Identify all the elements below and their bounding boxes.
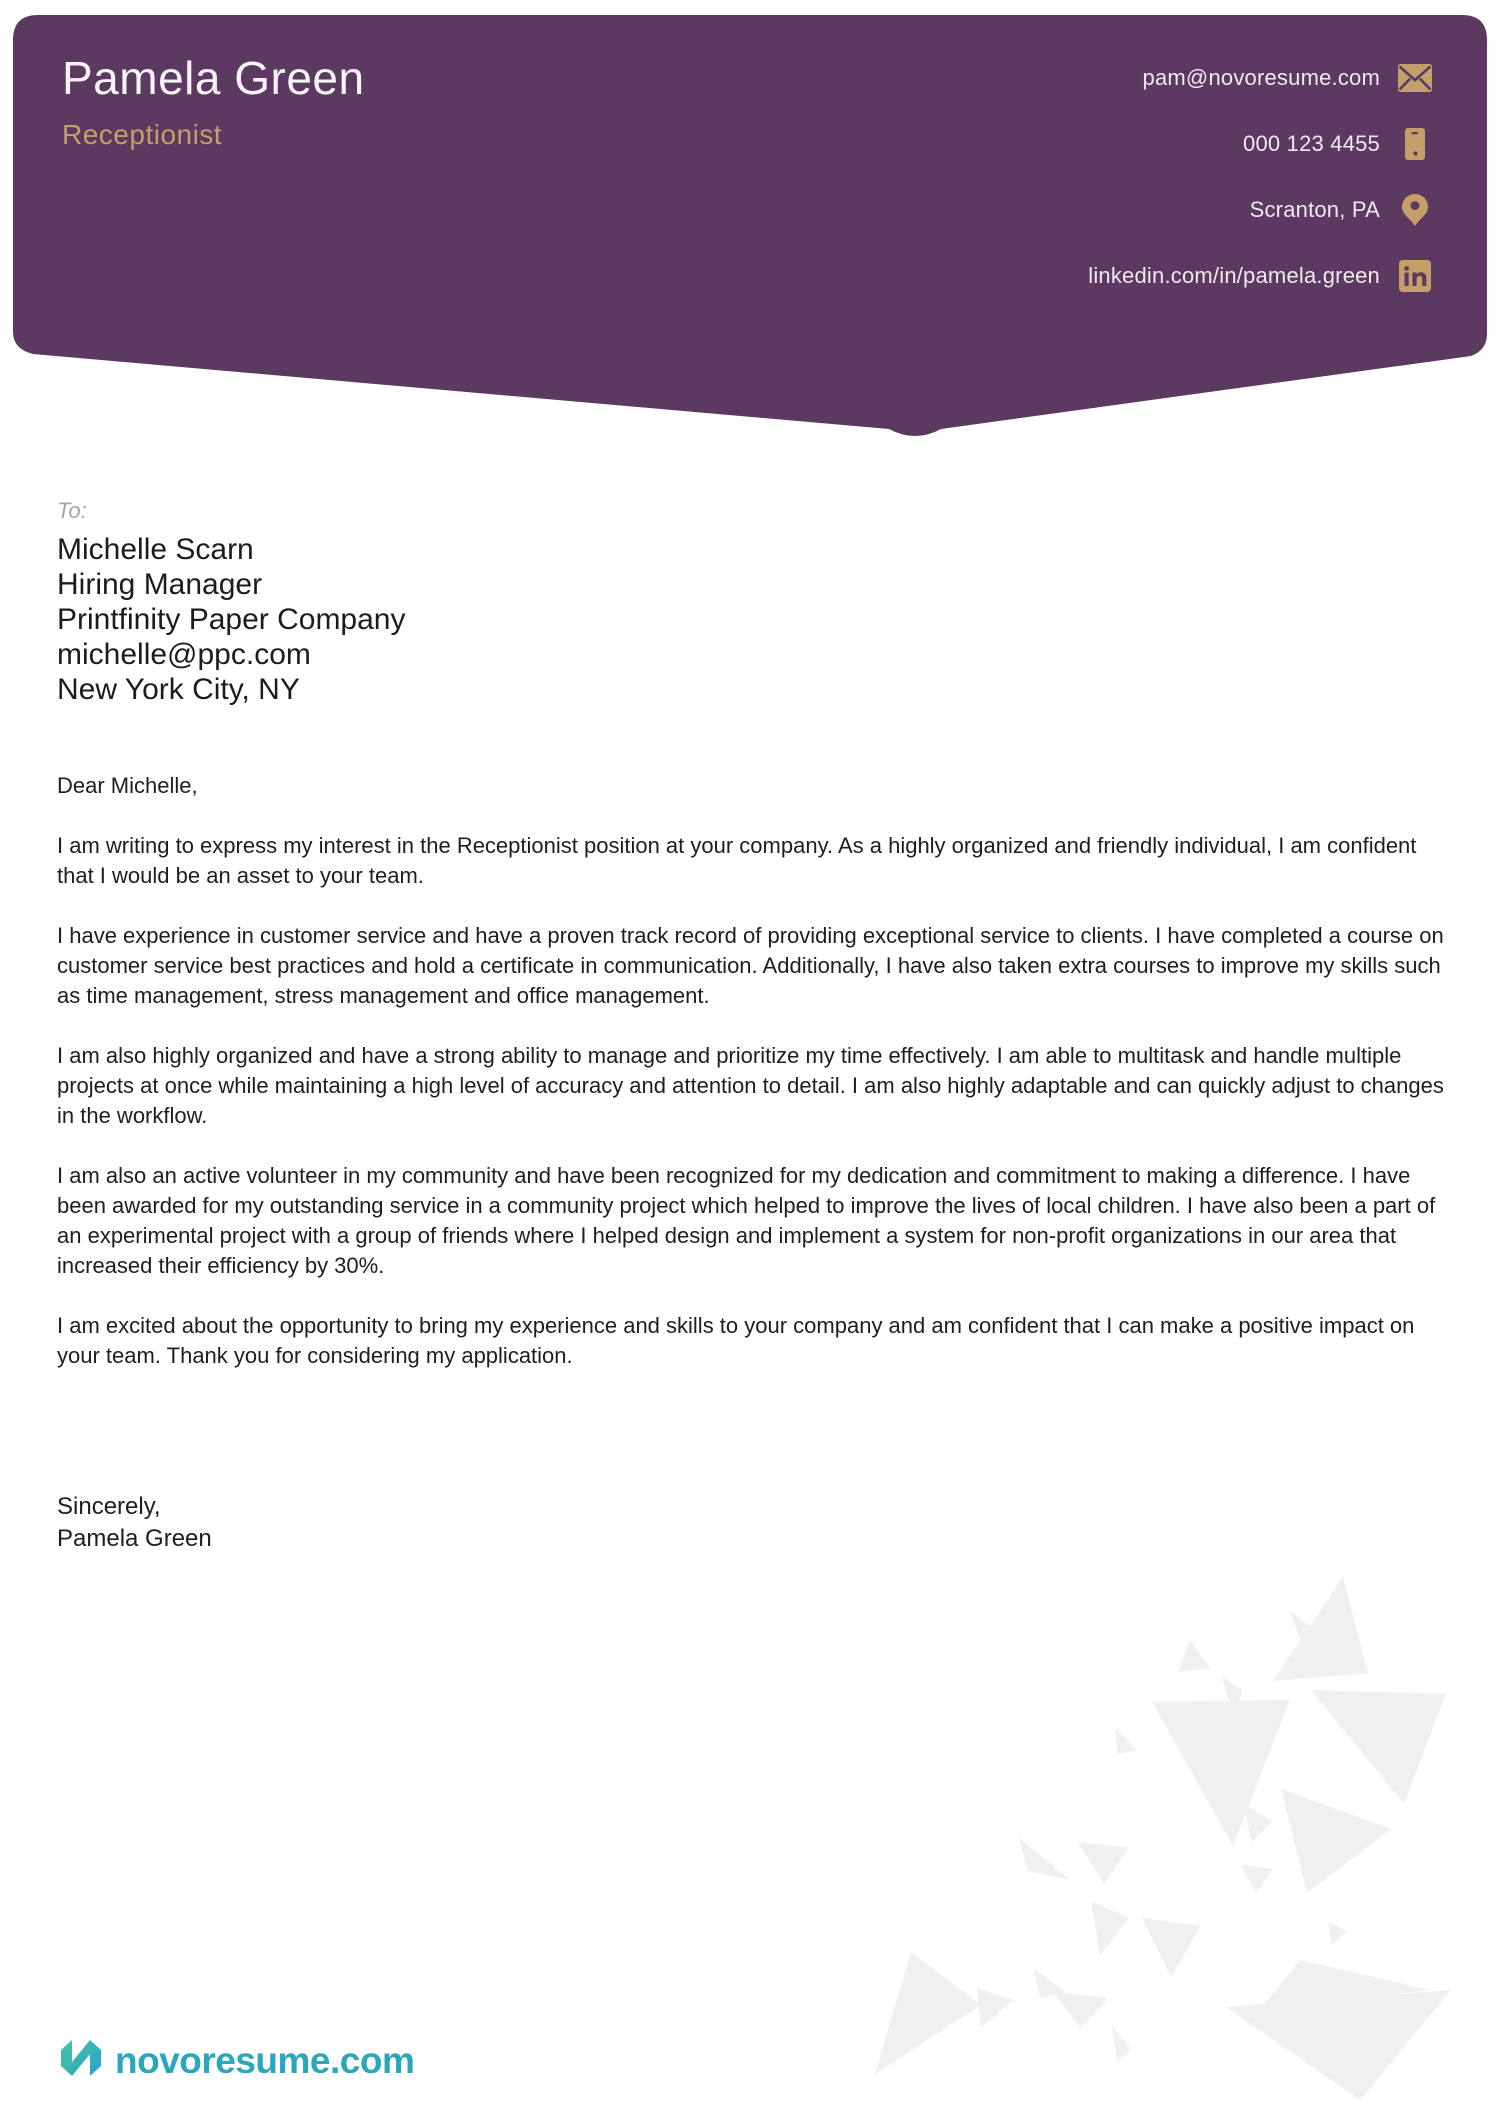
novoresume-logo-icon[interactable] [57, 2034, 105, 2087]
job-title: Receptionist [62, 118, 223, 150]
contact-row-linkedin [1088, 256, 1432, 296]
contact-row-email [1088, 58, 1432, 98]
location-icon [1398, 194, 1432, 226]
letter-paragraph-3: I am also highly organized and have a strong ability to manage and prioritize my time effectively. I am able to multitask and handle multiple projects at once while maintaining a high level of accuracy and attention to detail. I am also highly adaptable and can quickly adjust to changes in the workflow. [57, 1043, 1444, 1128]
letter-body [57, 498, 1449, 1555]
contact-email-text[interactable]: pam@novoresume.com [1142, 65, 1380, 90]
recipient-role: Hiring Manager [57, 568, 263, 601]
identity-block [62, 52, 365, 151]
letter-paragraph-5: I am excited about the opportunity to bring my experience and skills to your company and am confident that I can make a positive impact on your team. Thank you for considering my application. [57, 1313, 1415, 1368]
envelope-icon [1398, 64, 1432, 92]
linkedin-icon [1398, 260, 1432, 292]
person-name: Pamela Green [62, 52, 365, 104]
closing: Sincerely, [57, 1493, 161, 1520]
letter-paragraph-4: I am also an active volunteer in my community and have been recognized for my dedication and commitment to making a difference. I have been awarded for my outstanding service in a community project which helped to improve the lives of local children. I have also been a part of an experimental project with a group of friends where I helped design and implement a system for non-profit organizations in our area that increased their efficiency by 30%. [57, 1163, 1436, 1278]
contact-list [1088, 58, 1432, 296]
signoff-block [57, 1491, 1449, 1555]
to-label: To: [57, 498, 87, 523]
salutation: Dear Michelle, [57, 773, 198, 798]
recipient-name: Michelle Scarn [57, 533, 254, 566]
contact-row-phone [1088, 124, 1432, 164]
signature-name: Pamela Green [57, 1525, 212, 1552]
contact-row-location [1088, 190, 1432, 230]
recipient-company: Printfinity Paper Company [57, 603, 406, 636]
footer [57, 2034, 414, 2087]
letter-paragraph-1: I am writing to express my interest in the Receptionist position at your company. As a highly organized and friendly individual, I am confident that I would be an asset to your team. [57, 833, 1417, 888]
contact-phone-text: 000 123 4455 [1243, 131, 1380, 156]
novoresume-logo-text[interactable]: novoresume.com [115, 2039, 415, 2081]
letter-paragraph-2: I have experience in customer service and have a proven track record of providing exceptional service to clients. I have completed a course on customer service best practices and hold a certificate in communication. Additionally, I have also taken extra courses to improve my skills such as time management, stress management and office management. [57, 923, 1444, 1008]
recipient-city: New York City, NY [57, 673, 300, 706]
contact-location-text: Scranton, PA [1249, 197, 1380, 222]
contact-linkedin-text[interactable]: linkedin.com/in/pamela.green [1088, 263, 1380, 288]
recipient-block [57, 498, 1449, 707]
phone-icon [1398, 128, 1432, 160]
recipient-email: michelle@ppc.com [57, 638, 311, 671]
decorative-triangles [850, 1550, 1500, 2105]
header-banner [0, 0, 1500, 450]
